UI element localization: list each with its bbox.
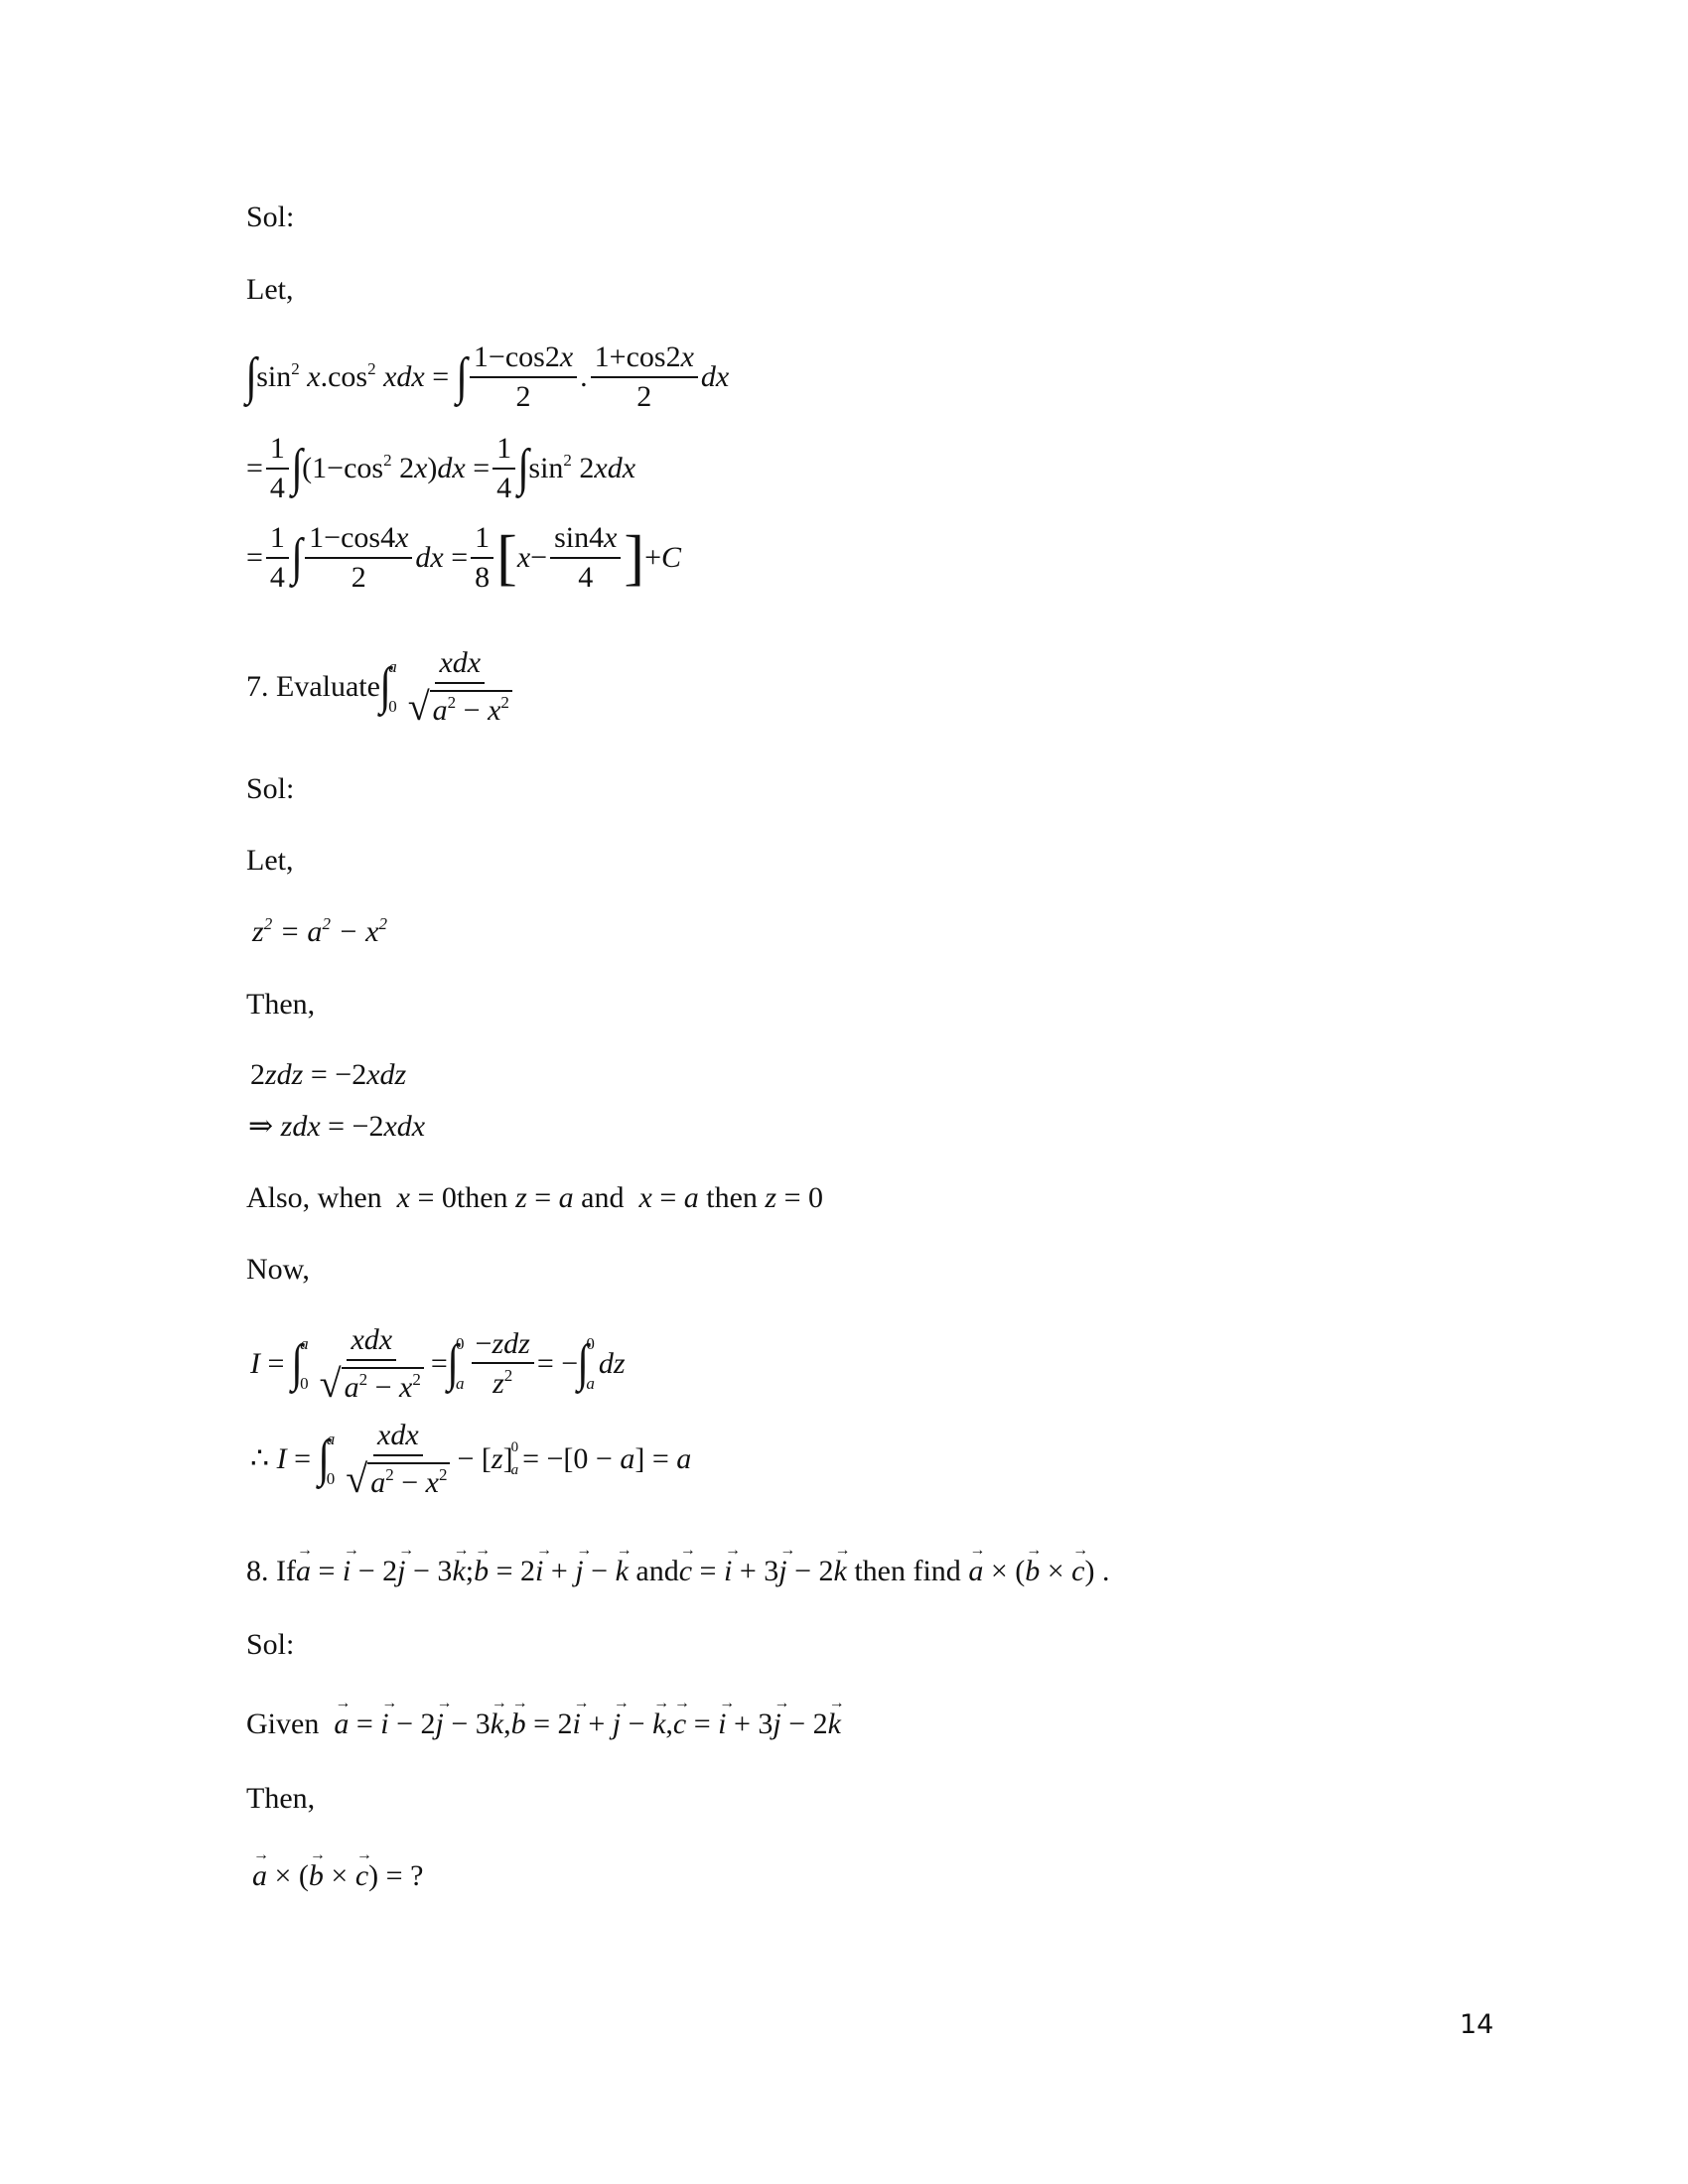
then-label: Then, [246,988,316,1021]
question-7: 7. Evaluate ∫ a 0 xdx √ $a^2 - x^2$ [246,647,519,727]
sol-label: Sol: [246,772,295,805]
limits-sentence: Also, when x = 0then z = a and x = a then z = 0 [246,1181,824,1214]
sol-label: Sol: [246,1628,295,1661]
differential-result: ⇒ zdx = −2xdx [248,1110,426,1143]
question-7-label: 7. Evaluate [246,669,380,703]
integral-result: ∴ I = ∫ a 0 xdx √ $a^2 - x^2$ − [z] 0 a = −[0 − a] = a [250,1419,692,1501]
integral-substitution: I = ∫ a 0 xdx √ $a^2 - x^2$ = ∫ 0 a $\frac{\text{−zdz}}{z^2}$ = − ∫ 0 a dz [250,1323,626,1406]
now-label: Now, [246,1253,310,1286]
equation-step2: = $\frac{1}{4}$ ∫ ($1-\cos^2$ 2x)dx = $\frac{1}{4}$ ∫ $\sin^2 2xdx$ [246,432,636,504]
let-label: Let, [246,273,294,306]
question-8-label: 8. If [246,1555,296,1587]
equation-sin2cos2: ∫ $\sin^2 x.\cos^2$ xdx = ∫ $\frac{1-\cos 2x}{2}$ . $\frac{1+\cos 2x}{2}$ dx [245,341,730,413]
triple-product-question: → a × (→ b × → c) = ? [252,1861,423,1891]
differential-equation: 2zdz = −2xdz [250,1058,407,1091]
then-label: Then, [246,1782,316,1815]
equation-step3: = $\frac{1}{4}$ ∫ $\frac{1-\cos 4x}{2}$ dx = $\frac{1}{8}$ [ x − $\frac{\sin 4x}{4}$ ] +C [246,521,682,594]
page-number: 14 [1460,2009,1494,2040]
given-vectors: Given → a = → i − 2→ j − 3→ k,→ b = 2→ i + → j − → k,→ c = → i + 3→ j − 2→ k [246,1709,841,1739]
let-label: Let, [246,844,294,877]
substitution-equation: $z^2 = a^2 - x^2$ [252,914,387,948]
sol-label: Sol: [246,201,295,233]
question-8: 8. If→ a = → i − 2→ j − 3→ k;→ b = 2→ i + → j − → k and→ c = → i + 3→ j − 2→ k then find → a × (→ b × → c) . [246,1557,1109,1586]
